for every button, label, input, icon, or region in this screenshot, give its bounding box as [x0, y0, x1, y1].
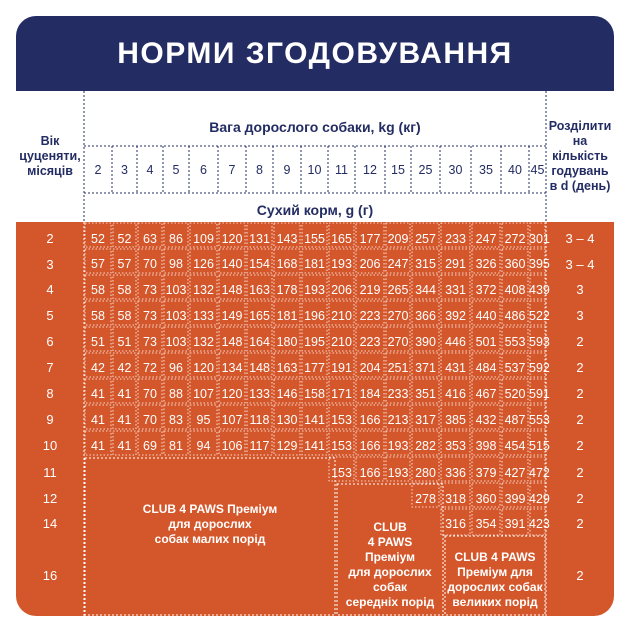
- food-amount-cell: 141: [304, 439, 325, 453]
- food-amount-cell: 484: [475, 361, 497, 375]
- food-amount-cell: 58: [91, 309, 105, 323]
- food-amount-cell: 210: [331, 309, 352, 323]
- weight-cell: 45: [530, 163, 545, 177]
- age-cell: 3: [46, 257, 54, 272]
- food-amount-cell: 126: [193, 257, 214, 271]
- page-title: НОРМИ ЗГОДОВУВАННЯ: [16, 16, 614, 91]
- food-amount-cell: 204: [359, 361, 381, 375]
- food-amount-cell: 109: [193, 232, 214, 246]
- food-amount-cell: 351: [415, 387, 436, 401]
- food-amount-cell: 120: [221, 232, 243, 246]
- food-amount-cell: 171: [331, 387, 352, 401]
- feedings-cell: 2: [576, 334, 584, 349]
- weight-cell: 8: [256, 163, 263, 177]
- weight-cell: 4: [146, 163, 154, 177]
- food-amount-cell: 385: [445, 413, 466, 427]
- product-large-line3: дорослих собак: [447, 580, 543, 594]
- food-amount-cell: 390: [415, 335, 436, 349]
- product-small-line1: CLUB 4 PAWS Преміум: [142, 502, 278, 516]
- food-amount-cell: 486: [504, 309, 526, 323]
- weight-cell: 15: [391, 163, 405, 177]
- food-amount-cell: 72: [143, 361, 157, 375]
- product-medium-line6: середніх порід: [345, 595, 435, 609]
- age-cell: 7: [46, 360, 54, 375]
- feedings-cell: 2: [576, 568, 584, 583]
- food-amount-cell: 153: [331, 413, 352, 427]
- food-amount-cell: 117: [249, 439, 270, 453]
- food-amount-cell: 41: [117, 413, 132, 427]
- food-amount-cell: 408: [504, 283, 526, 297]
- food-amount-cell: 132: [193, 283, 214, 297]
- food-amount-cell: 331: [445, 283, 466, 297]
- weight-cell: 30: [448, 163, 463, 177]
- food-amount-cell: 233: [445, 232, 466, 246]
- age-column-header: [16, 91, 84, 222]
- age-cell: 14: [42, 516, 58, 531]
- food-amount-cell: 146: [276, 387, 298, 401]
- product-large-line4: великих порід: [452, 595, 538, 609]
- product-label-large-breeds: [444, 550, 546, 610]
- food-amount-cell: 163: [276, 361, 298, 375]
- food-amount-cell: 366: [415, 309, 436, 323]
- food-amount-cell: 177: [359, 232, 381, 246]
- feedings-cell: 3 – 4: [565, 231, 595, 246]
- food-amount-cell: 209: [387, 232, 409, 246]
- weight-cell: 5: [172, 163, 180, 177]
- food-amount-cell: 88: [169, 387, 183, 401]
- food-amount-cell: 553: [529, 413, 550, 427]
- food-amount-cell: 58: [91, 283, 105, 297]
- age-cell: 4: [46, 282, 54, 297]
- food-amount-cell: 42: [91, 361, 105, 375]
- feedings-label-line2: на кількість: [552, 134, 608, 163]
- food-amount-cell: 193: [331, 257, 352, 271]
- food-amount-cell: 120: [221, 387, 243, 401]
- food-amount-cell: 164: [249, 335, 270, 349]
- food-amount-cell: 553: [504, 335, 526, 349]
- food-amount-cell: 431: [445, 361, 466, 375]
- food-amount-cell: 233: [387, 387, 409, 401]
- food-amount-cell: 326: [475, 257, 497, 271]
- food-amount-cell: 416: [445, 387, 466, 401]
- food-amount-cell: 94: [196, 439, 211, 453]
- product-medium-line4: для дорослих: [348, 565, 432, 579]
- food-amount-cell: 272: [504, 232, 526, 246]
- food-amount-cell: 379: [475, 466, 497, 480]
- food-amount-cell: 515: [529, 439, 550, 453]
- age-cell: 6: [46, 334, 54, 349]
- product-small-line3: собак малих порід: [154, 532, 266, 546]
- food-amount-cell: 439: [529, 283, 550, 297]
- food-amount-cell: 265: [387, 283, 409, 297]
- food-amount-cell: 193: [387, 439, 409, 453]
- food-amount-cell: 70: [143, 413, 157, 427]
- food-amount-cell: 522: [529, 309, 550, 323]
- food-amount-cell: 148: [249, 361, 270, 375]
- feedings-cell: 3 – 4: [565, 257, 595, 272]
- product-label-small-breeds: [84, 502, 336, 547]
- food-amount-cell: 148: [221, 283, 243, 297]
- food-amount-cell: 399: [504, 492, 526, 506]
- food-amount-cell: 132: [193, 335, 214, 349]
- food-amount-cell: 392: [445, 309, 466, 323]
- food-amount-cell: 270: [387, 309, 409, 323]
- age-cell: 11: [43, 465, 57, 480]
- food-amount-cell: 429: [529, 492, 550, 506]
- food-amount-cell: 196: [304, 309, 325, 323]
- food-amount-cell: 133: [249, 387, 270, 401]
- food-amount-cell: 103: [165, 309, 187, 323]
- food-amount-cell: 177: [304, 361, 325, 375]
- food-amount-cell: 41: [91, 387, 105, 401]
- food-amount-cell: 282: [415, 439, 436, 453]
- product-small-line2: для дорослих: [168, 517, 252, 531]
- food-amount-cell: 180: [276, 335, 298, 349]
- food-amount-cell: 41: [91, 439, 105, 453]
- food-amount-cell: 487: [504, 413, 526, 427]
- food-amount-cell: 213: [387, 413, 409, 427]
- food-amount-cell: 501: [475, 335, 497, 349]
- food-amount-cell: 219: [359, 283, 381, 297]
- food-amount-cell: 131: [249, 232, 270, 246]
- weight-cell: 35: [479, 163, 493, 177]
- feedings-cell: 2: [576, 412, 584, 427]
- food-amount-cell: 166: [359, 439, 381, 453]
- food-amount-cell: 371: [415, 361, 436, 375]
- age-cell: 9: [46, 412, 54, 427]
- food-amount-cell: 73: [143, 309, 157, 323]
- food-amount-cell: 520: [504, 387, 526, 401]
- food-amount-cell: 86: [169, 232, 183, 246]
- food-amount-cell: 63: [143, 232, 157, 246]
- food-amount-cell: 206: [331, 283, 352, 297]
- age-label-line1: Вік: [40, 134, 60, 148]
- food-amount-cell: 130: [276, 413, 298, 427]
- food-amount-cell: 195: [304, 335, 325, 349]
- food-amount-cell: 318: [445, 492, 466, 506]
- food-amount-cell: 133: [193, 309, 214, 323]
- weight-cell: 40: [508, 163, 522, 177]
- food-amount-cell: 96: [169, 361, 183, 375]
- feedings-cell: 2: [576, 360, 584, 375]
- table-body: [16, 222, 614, 616]
- food-amount-cell: 95: [196, 413, 211, 427]
- food-amount-cell: 41: [117, 387, 132, 401]
- food-amount-cell: 353: [445, 439, 466, 453]
- food-amount-cell: 140: [221, 257, 243, 271]
- food-amount-cell: 181: [304, 257, 325, 271]
- food-amount-cell: 57: [117, 257, 132, 271]
- product-medium-line3: Преміум: [364, 550, 416, 564]
- food-amount-cell: 591: [529, 387, 550, 401]
- food-amount-cell: 69: [143, 439, 157, 453]
- food-amount-cell: 454: [504, 439, 526, 453]
- product-medium-line1: CLUB: [373, 520, 407, 534]
- age-cell: 12: [42, 491, 58, 506]
- food-amount-cell: 165: [249, 309, 270, 323]
- weight-cell: 25: [418, 163, 433, 177]
- food-amount-cell: 52: [117, 232, 132, 246]
- age-cell: 16: [42, 568, 58, 583]
- food-amount-cell: 360: [475, 492, 497, 506]
- food-amount-cell: 257: [415, 232, 436, 246]
- food-amount-cell: 120: [193, 361, 214, 375]
- weight-cell: 11: [335, 163, 348, 177]
- food-amount-cell: 247: [475, 232, 497, 246]
- food-amount-cell: 354: [475, 517, 497, 531]
- food-amount-cell: 206: [359, 257, 381, 271]
- feeding-chart-card: [16, 16, 614, 616]
- product-large-line1: CLUB 4 PAWS: [454, 550, 536, 564]
- food-amount-cell: 537: [504, 361, 526, 375]
- age-cell: 2: [46, 231, 54, 246]
- food-amount-cell: 193: [387, 466, 409, 480]
- food-amount-cell: 73: [143, 335, 157, 349]
- feedings-label-line3: годувань: [551, 164, 609, 178]
- food-amount-cell: 155: [304, 232, 325, 246]
- food-amount-cell: 391: [504, 517, 526, 531]
- food-amount-cell: 166: [359, 413, 381, 427]
- feedings-cell: 2: [576, 438, 584, 453]
- age-label-line2: цуценяти,: [19, 149, 81, 163]
- feedings-label-line4: в d (день): [549, 179, 611, 193]
- food-amount-cell: 42: [117, 361, 132, 375]
- weight-cell: 7: [228, 163, 236, 177]
- food-amount-cell: 251: [387, 361, 409, 375]
- food-amount-cell: 81: [169, 439, 183, 453]
- food-amount-cell: 148: [221, 335, 243, 349]
- food-amount-cell: 398: [475, 439, 497, 453]
- weight-cell: 2: [94, 163, 102, 177]
- food-amount-cell: 472: [529, 466, 550, 480]
- weight-title: Вага дорослого собаки, kg (кг): [209, 119, 421, 135]
- age-cell: 5: [46, 308, 54, 323]
- weight-cell: 9: [283, 163, 291, 177]
- feedings-label-line1: Розділити: [548, 119, 612, 133]
- weight-cell: 3: [121, 163, 128, 177]
- food-amount-cell: 372: [475, 283, 497, 297]
- food-amount-cell: 178: [276, 283, 298, 297]
- food-amount-cell: 193: [304, 283, 325, 297]
- food-amount-cell: 83: [169, 413, 183, 427]
- food-amount-cell: 165: [331, 232, 352, 246]
- food-amount-cell: 58: [117, 283, 132, 297]
- feedings-cell: 2: [576, 516, 584, 531]
- food-amount-cell: 395: [529, 257, 550, 271]
- food-amount-cell: 592: [529, 361, 550, 375]
- age-cell: 10: [42, 438, 58, 453]
- food-amount-cell: 191: [331, 361, 352, 375]
- food-amount-cell: 223: [359, 309, 381, 323]
- food-amount-cell: 423: [529, 517, 550, 531]
- product-label-medium-breeds: [336, 520, 444, 610]
- food-amount-cell: 270: [387, 335, 409, 349]
- food-amount-cell: 107: [193, 387, 214, 401]
- weight-cell: 10: [307, 163, 322, 177]
- feedings-column-header: [546, 91, 614, 222]
- table-header: [16, 91, 614, 222]
- product-medium-line2: 4 PAWS: [367, 535, 413, 549]
- food-amount-cell: 316: [445, 517, 466, 531]
- food-amount-cell: 106: [221, 439, 243, 453]
- product-medium-line5: собак: [372, 580, 408, 594]
- food-amount-cell: 278: [415, 492, 436, 506]
- food-amount-cell: 52: [91, 232, 105, 246]
- food-amount-cell: 70: [143, 257, 157, 271]
- food-amount-cell: 141: [304, 413, 325, 427]
- food-amount-cell: 446: [445, 335, 466, 349]
- food-amount-cell: 291: [445, 257, 466, 271]
- weight-cell: 12: [363, 163, 377, 177]
- food-amount-cell: 467: [475, 387, 497, 401]
- food-title: Сухий корм, g (г): [256, 202, 374, 218]
- food-amount-cell: 118: [249, 413, 270, 427]
- feedings-cell: 2: [576, 465, 584, 480]
- food-amount-cell: 210: [331, 335, 352, 349]
- feedings-cell: 2: [576, 386, 584, 401]
- food-amount-cell: 129: [276, 439, 298, 453]
- food-amount-cell: 51: [117, 335, 132, 349]
- food-amount-cell: 103: [165, 335, 187, 349]
- food-amount-cell: 280: [415, 466, 436, 480]
- food-amount-cell: 168: [276, 257, 298, 271]
- feedings-cell: 3: [576, 282, 584, 297]
- food-amount-cell: 184: [359, 387, 381, 401]
- food-amount-cell: 301: [529, 232, 550, 246]
- weight-cell: 6: [200, 163, 207, 177]
- food-amount-cell: 41: [117, 439, 132, 453]
- food-amount-cell: 103: [165, 283, 187, 297]
- food-amount-cell: 143: [276, 232, 298, 246]
- food-amount-cell: 223: [359, 335, 381, 349]
- food-amount-cell: 440: [475, 309, 497, 323]
- food-amount-cell: 134: [221, 361, 243, 375]
- food-amount-cell: 57: [91, 257, 105, 271]
- food-amount-cell: 336: [445, 466, 466, 480]
- food-amount-cell: 154: [249, 257, 270, 271]
- age-label-line3: місяців: [27, 164, 73, 178]
- food-amount-cell: 41: [91, 413, 105, 427]
- food-amount-cell: 317: [415, 413, 436, 427]
- food-amount-cell: 247: [387, 257, 409, 271]
- food-amount-cell: 58: [117, 309, 132, 323]
- food-amount-cell: 70: [143, 387, 157, 401]
- food-amount-cell: 153: [331, 439, 352, 453]
- food-amount-cell: 344: [415, 283, 436, 297]
- product-large-line2: Преміум для: [457, 565, 533, 579]
- feedings-cell: 3: [576, 308, 584, 323]
- food-amount-cell: 593: [529, 335, 550, 349]
- food-amount-cell: 98: [169, 257, 183, 271]
- food-amount-cell: 360: [504, 257, 526, 271]
- food-amount-cell: 107: [221, 413, 243, 427]
- age-cell: 8: [46, 386, 54, 401]
- food-amount-cell: 163: [249, 283, 270, 297]
- food-amount-cell: 153: [331, 466, 352, 480]
- food-amount-cell: 427: [504, 466, 526, 480]
- food-amount-cell: 166: [359, 466, 381, 480]
- food-amount-cell: 149: [221, 309, 243, 323]
- feedings-cell: 2: [576, 491, 584, 506]
- food-amount-cell: 158: [304, 387, 325, 401]
- food-amount-cell: 315: [415, 257, 436, 271]
- food-amount-cell: 51: [91, 335, 105, 349]
- food-amount-cell: 181: [276, 309, 298, 323]
- food-amount-cell: 432: [475, 413, 497, 427]
- food-amount-cell: 73: [143, 283, 157, 297]
